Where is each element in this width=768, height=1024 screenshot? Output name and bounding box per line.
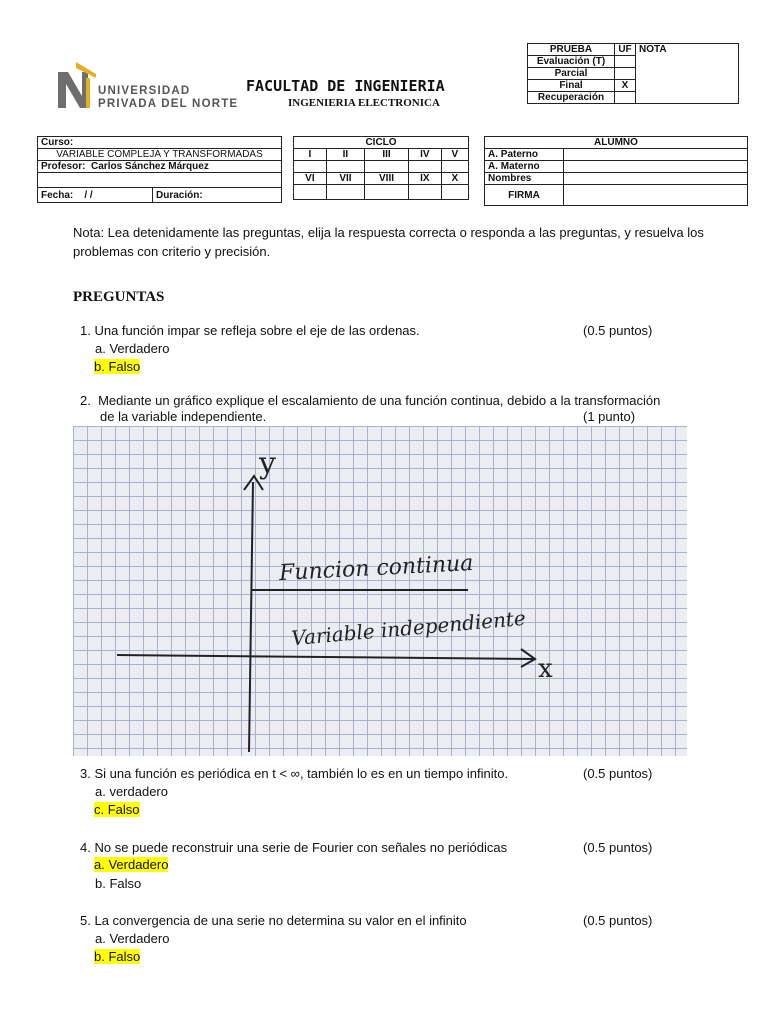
- ciclo-cell: IV: [408, 149, 441, 161]
- mark-final: X: [615, 80, 636, 92]
- ciclo-cell: IX: [408, 173, 441, 185]
- duracion-label: Duración:: [153, 188, 282, 203]
- university-logo: [52, 60, 242, 112]
- ciclo-cell: VI: [294, 173, 327, 185]
- fecha-label: Fecha:: [41, 189, 74, 201]
- question-points: (0.5 puntos): [583, 766, 653, 781]
- question-number: 5.: [80, 913, 91, 928]
- question-text: Una función impar se refleja sobre el eje de las ordenas.: [94, 323, 420, 338]
- ciclo-cell: I: [294, 149, 327, 161]
- option-b-selected: b. Falso: [94, 949, 141, 964]
- blank-row: [38, 173, 282, 188]
- option-a: a. verdadero: [95, 784, 168, 799]
- ciclo-cell: III: [365, 149, 409, 161]
- ciclo-cell: VIII: [365, 173, 409, 185]
- page-subtitle: INGENIERIA ELECTRONICA: [288, 97, 440, 109]
- mark-recuperacion: [615, 92, 636, 104]
- alumno-table: [484, 136, 748, 206]
- instructions-note: Nota: Lea detenidamente las preguntas, elija la respuesta correcta o responda a las preguntas, y resuelva los problemas con criterio y precisión.: [73, 225, 704, 259]
- handwritten-graph-photo: [73, 426, 687, 756]
- profesor-value: Carlos Sánchez Márquez: [91, 161, 209, 172]
- row-recuperacion: Recuperación: [528, 92, 615, 104]
- question-number: 1.: [80, 323, 91, 338]
- option-b-selected: b. Falso: [94, 359, 141, 374]
- mark-evaluacion: [615, 56, 636, 68]
- question-text: Mediante un gráfico explique el escalamiento de una función continua, debido a la transformación: [98, 393, 661, 408]
- col-prueba: PRUEBA: [528, 44, 615, 56]
- ciclo-cell: V: [441, 149, 468, 161]
- materno-label: A. Materno: [485, 161, 564, 173]
- logo-line-2: PRIVADA DEL NORTE: [98, 98, 239, 110]
- option-c-selected: c. Falso: [94, 802, 140, 817]
- page-title: FACULTAD DE INGENIERIA: [246, 77, 445, 95]
- question-points: (0.5 puntos): [583, 323, 653, 338]
- option-a-selected: a. Verdadero: [94, 857, 169, 872]
- ciclo-table: [293, 136, 469, 200]
- graph-drawing: [73, 426, 687, 756]
- curso-label: Curso:: [38, 137, 282, 149]
- option-a: a. Verdadero: [95, 931, 170, 946]
- option-a: a. Verdadero: [95, 341, 170, 356]
- question-text: Si una función es periódica en t < ∞, también lo es en un tiempo infinito.: [94, 766, 509, 781]
- question-4: [80, 840, 507, 855]
- question-number: 3.: [80, 766, 91, 781]
- question-points: (1 punto): [583, 409, 636, 424]
- nombres-label: Nombres: [485, 173, 564, 185]
- question-points: (0.5 puntos): [583, 913, 653, 928]
- question-text-continued: de la variable independiente.: [100, 409, 267, 424]
- exam-type-table: [527, 43, 739, 104]
- row-final: Final: [528, 80, 615, 92]
- question-text: No se puede reconstruir una serie de Fourier con señales no periódicas: [94, 840, 508, 855]
- ciclo-cell: X: [441, 173, 468, 185]
- question-2: [80, 393, 660, 408]
- alumno-title: ALUMNO: [485, 137, 748, 149]
- section-heading: PREGUNTAS: [73, 289, 165, 305]
- question-number: 4.: [80, 840, 91, 855]
- y-axis-label: y: [259, 446, 276, 481]
- variable-handwritten-label: Variable independiente: [290, 605, 527, 651]
- option-b: b. Falso: [95, 876, 142, 891]
- profesor-label: Profesor:: [41, 161, 86, 172]
- function-handwritten-label: Funcion continua: [278, 550, 474, 587]
- question-text: La convergencia de una serie no determina su valor en el infinito: [94, 913, 467, 928]
- question-points: (0.5 puntos): [583, 840, 653, 855]
- x-axis: [117, 655, 533, 659]
- question-5: [80, 913, 467, 928]
- logo-line-1: UNIVERSIDAD: [98, 85, 191, 97]
- ciclo-cell: VII: [326, 173, 364, 185]
- y-axis: [249, 482, 253, 752]
- col-nota: NOTA: [636, 44, 739, 104]
- row-parcial: Parcial: [528, 68, 615, 80]
- question-3: [80, 766, 508, 781]
- row-evaluacion: Evaluación (T): [528, 56, 615, 68]
- paterno-label: A. Paterno: [485, 149, 564, 161]
- upn-logo-icon: [52, 60, 96, 112]
- fecha-value: / /: [84, 189, 93, 201]
- course-table: [37, 136, 282, 203]
- col-uf: UF: [615, 44, 636, 56]
- mark-parcial: [615, 68, 636, 80]
- question-1: [80, 323, 420, 338]
- curso-value: VARIABLE COMPLEJA Y TRANSFORMADAS: [38, 149, 282, 161]
- ciclo-cell: II: [326, 149, 364, 161]
- ciclo-title: CICLO: [294, 137, 469, 149]
- firma-label: FIRMA: [485, 185, 564, 206]
- x-axis-label: x: [538, 654, 553, 684]
- question-number: 2.: [80, 393, 91, 408]
